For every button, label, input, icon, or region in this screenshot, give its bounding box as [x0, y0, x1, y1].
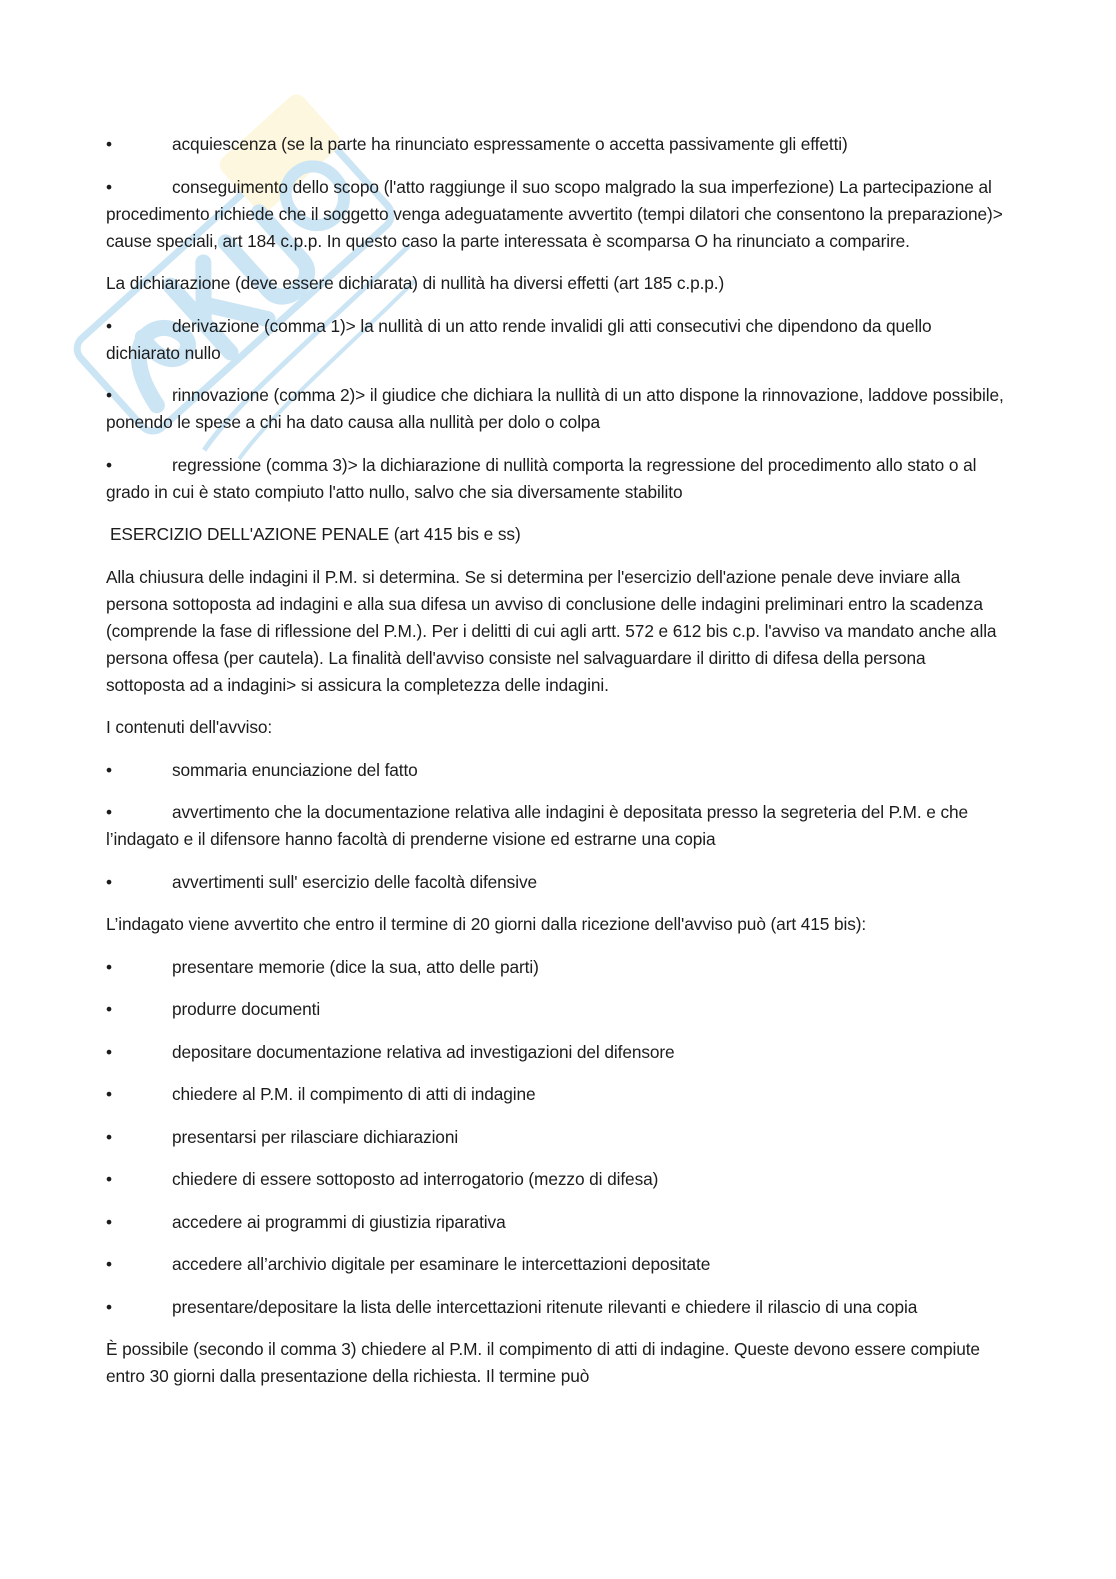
bullet-item	[106, 131, 1006, 158]
bullet-glyph: •	[106, 176, 112, 197]
bullet-item	[106, 1209, 1006, 1236]
block-text: Alla chiusura delle indagini il P.M. si determina. Se si determina per l'esercizio dell'azione penale deve inviare alla persona sottoposta ad indagini e alla sua difesa un avviso di conclusione delle indagini preliminari entro la scadenza (comprende la fase di riflessione del P.M.). Per i delitti di cui agli artt. 572 e 612 bis c.p. l'avviso va mandato anche alla persona offesa (per cautela). La finalità dell'avviso consiste nel salvaguardare il diritto di difesa della persona sottoposta ad a indagini> si assicura la completezza delle indagini.	[106, 566, 997, 695]
block-text: sommaria enunciazione del fatto	[172, 759, 418, 780]
block-text: produrre documenti	[172, 999, 321, 1019]
block-text: ESERCIZIO DELL'AZIONE PENALE (art 415 bis e ss)	[110, 524, 521, 544]
block-text: avvertimento che la documentazione relativa alle indagini è depositata presso la segreteria del P.M. e che l’indagato e il difensore hanno facoltà di prenderne visione ed estrarne una copia	[106, 802, 969, 849]
bullet-glyph: •	[106, 1126, 112, 1147]
paragraph	[106, 564, 1006, 699]
bullet-glyph: •	[106, 385, 112, 405]
block-text: presentare/depositare la lista delle intercettazioni ritenute rilevanti e chiedere il rilascio di una copia	[172, 1296, 918, 1317]
block-text: acquiescenza (se la parte ha rinunciato espressamente o accetta passivamente gli effetti)	[172, 134, 848, 154]
bullet-glyph: •	[106, 999, 112, 1019]
bullet-item	[106, 1039, 1006, 1066]
block-text: I contenuti dell'avviso:	[106, 717, 273, 737]
document-body	[106, 131, 1006, 1406]
bullet-item	[106, 452, 1006, 506]
bullet-item	[106, 382, 1006, 436]
block-text: La dichiarazione (deve essere dichiarata) di nullità ha diversi effetti (art 185 c.p.p.)	[106, 273, 725, 293]
block-text: depositare documentazione relativa ad investigazioni del difensore	[172, 1041, 675, 1062]
block-text: derivazione (comma 1)> la nullità di un atto rende invalidi gli atti consecutivi che dipendono da quello dichiarato nullo	[106, 315, 932, 363]
block-text: rinnovazione (comma 2)> il giudice che dichiara la nullità di un atto dispone la rinnovazione, laddove possibile, ponendo le spese a chi ha dato causa alla nullità per dolo o colpa	[106, 385, 1004, 432]
bullet-glyph: •	[106, 315, 112, 336]
bullet-item	[106, 996, 1006, 1023]
bullet-item	[106, 1294, 1006, 1321]
bullet-glyph: •	[106, 759, 112, 780]
bullet-item	[106, 1251, 1006, 1278]
block-text: L’indagato viene avvertito che entro il termine di 20 giorni dalla ricezione dell'avviso può (art 415 bis):	[106, 914, 867, 934]
bullet-item	[106, 799, 1006, 853]
section-heading	[106, 521, 1006, 548]
bullet-item	[106, 1124, 1006, 1151]
bullet-item	[106, 1166, 1006, 1193]
bullet-glyph: •	[106, 1211, 112, 1232]
bullet-glyph: •	[106, 134, 112, 154]
block-text: accedere all’archivio digitale per esaminare le intercettazioni depositate	[172, 1254, 711, 1274]
bullet-glyph: •	[106, 1041, 112, 1062]
block-text: chiedere al P.M. il compimento di atti di indagine	[172, 1084, 536, 1104]
block-text: chiedere di essere sottoposto ad interrogatorio (mezzo di difesa)	[172, 1169, 659, 1189]
bullet-glyph: •	[106, 1296, 112, 1317]
block-text: accedere ai programmi di giustizia riparativa	[172, 1211, 506, 1232]
paragraph	[106, 714, 1006, 741]
bullet-item	[106, 757, 1006, 784]
bullet-glyph: •	[106, 454, 112, 475]
block-text: conseguimento dello scopo (l'atto raggiunge il suo scopo malgrado la sua imperfezione) La partecipazione al procedimento richiede che il soggetto venga adeguatamente avvertito (tempi dilatori che consentono la preparazione)> cause speciali, art 184 c.p.p. In questo caso la parte interessata è scomparsa O ha rinunciato a comparire.	[106, 176, 1003, 251]
bullet-item	[106, 174, 1006, 255]
paragraph	[106, 1336, 1006, 1390]
block-text: presentarsi per rilasciare dichiarazioni	[172, 1126, 459, 1147]
block-text: avvertimenti sull' esercizio delle facoltà difensive	[172, 871, 538, 892]
bullet-item	[106, 313, 1006, 367]
bullet-item	[106, 1081, 1006, 1108]
paragraph	[106, 270, 1006, 297]
paragraph	[106, 911, 1006, 938]
bullet-glyph: •	[106, 802, 112, 822]
bullet-glyph: •	[106, 1169, 112, 1189]
block-text: È possibile (secondo il comma 3) chiedere al P.M. il compimento di atti di indagine. Queste devono essere compiute entro 30 giorni dalla presentazione della richiesta. Il termine può	[106, 1339, 980, 1386]
block-text: presentare memorie (dice la sua, atto delle parti)	[172, 956, 539, 977]
bullet-item	[106, 954, 1006, 981]
bullet-glyph: •	[106, 1084, 112, 1104]
bullet-glyph: •	[106, 871, 112, 892]
bullet-glyph: •	[106, 956, 112, 977]
bullet-glyph: •	[106, 1254, 112, 1274]
block-text: regressione (comma 3)> la dichiarazione di nullità comporta la regressione del procedimento allo stato o al grado in cui è stato compiuto l'atto nullo, salvo che sia diversamente stabilito	[106, 454, 977, 502]
bullet-item	[106, 869, 1006, 896]
